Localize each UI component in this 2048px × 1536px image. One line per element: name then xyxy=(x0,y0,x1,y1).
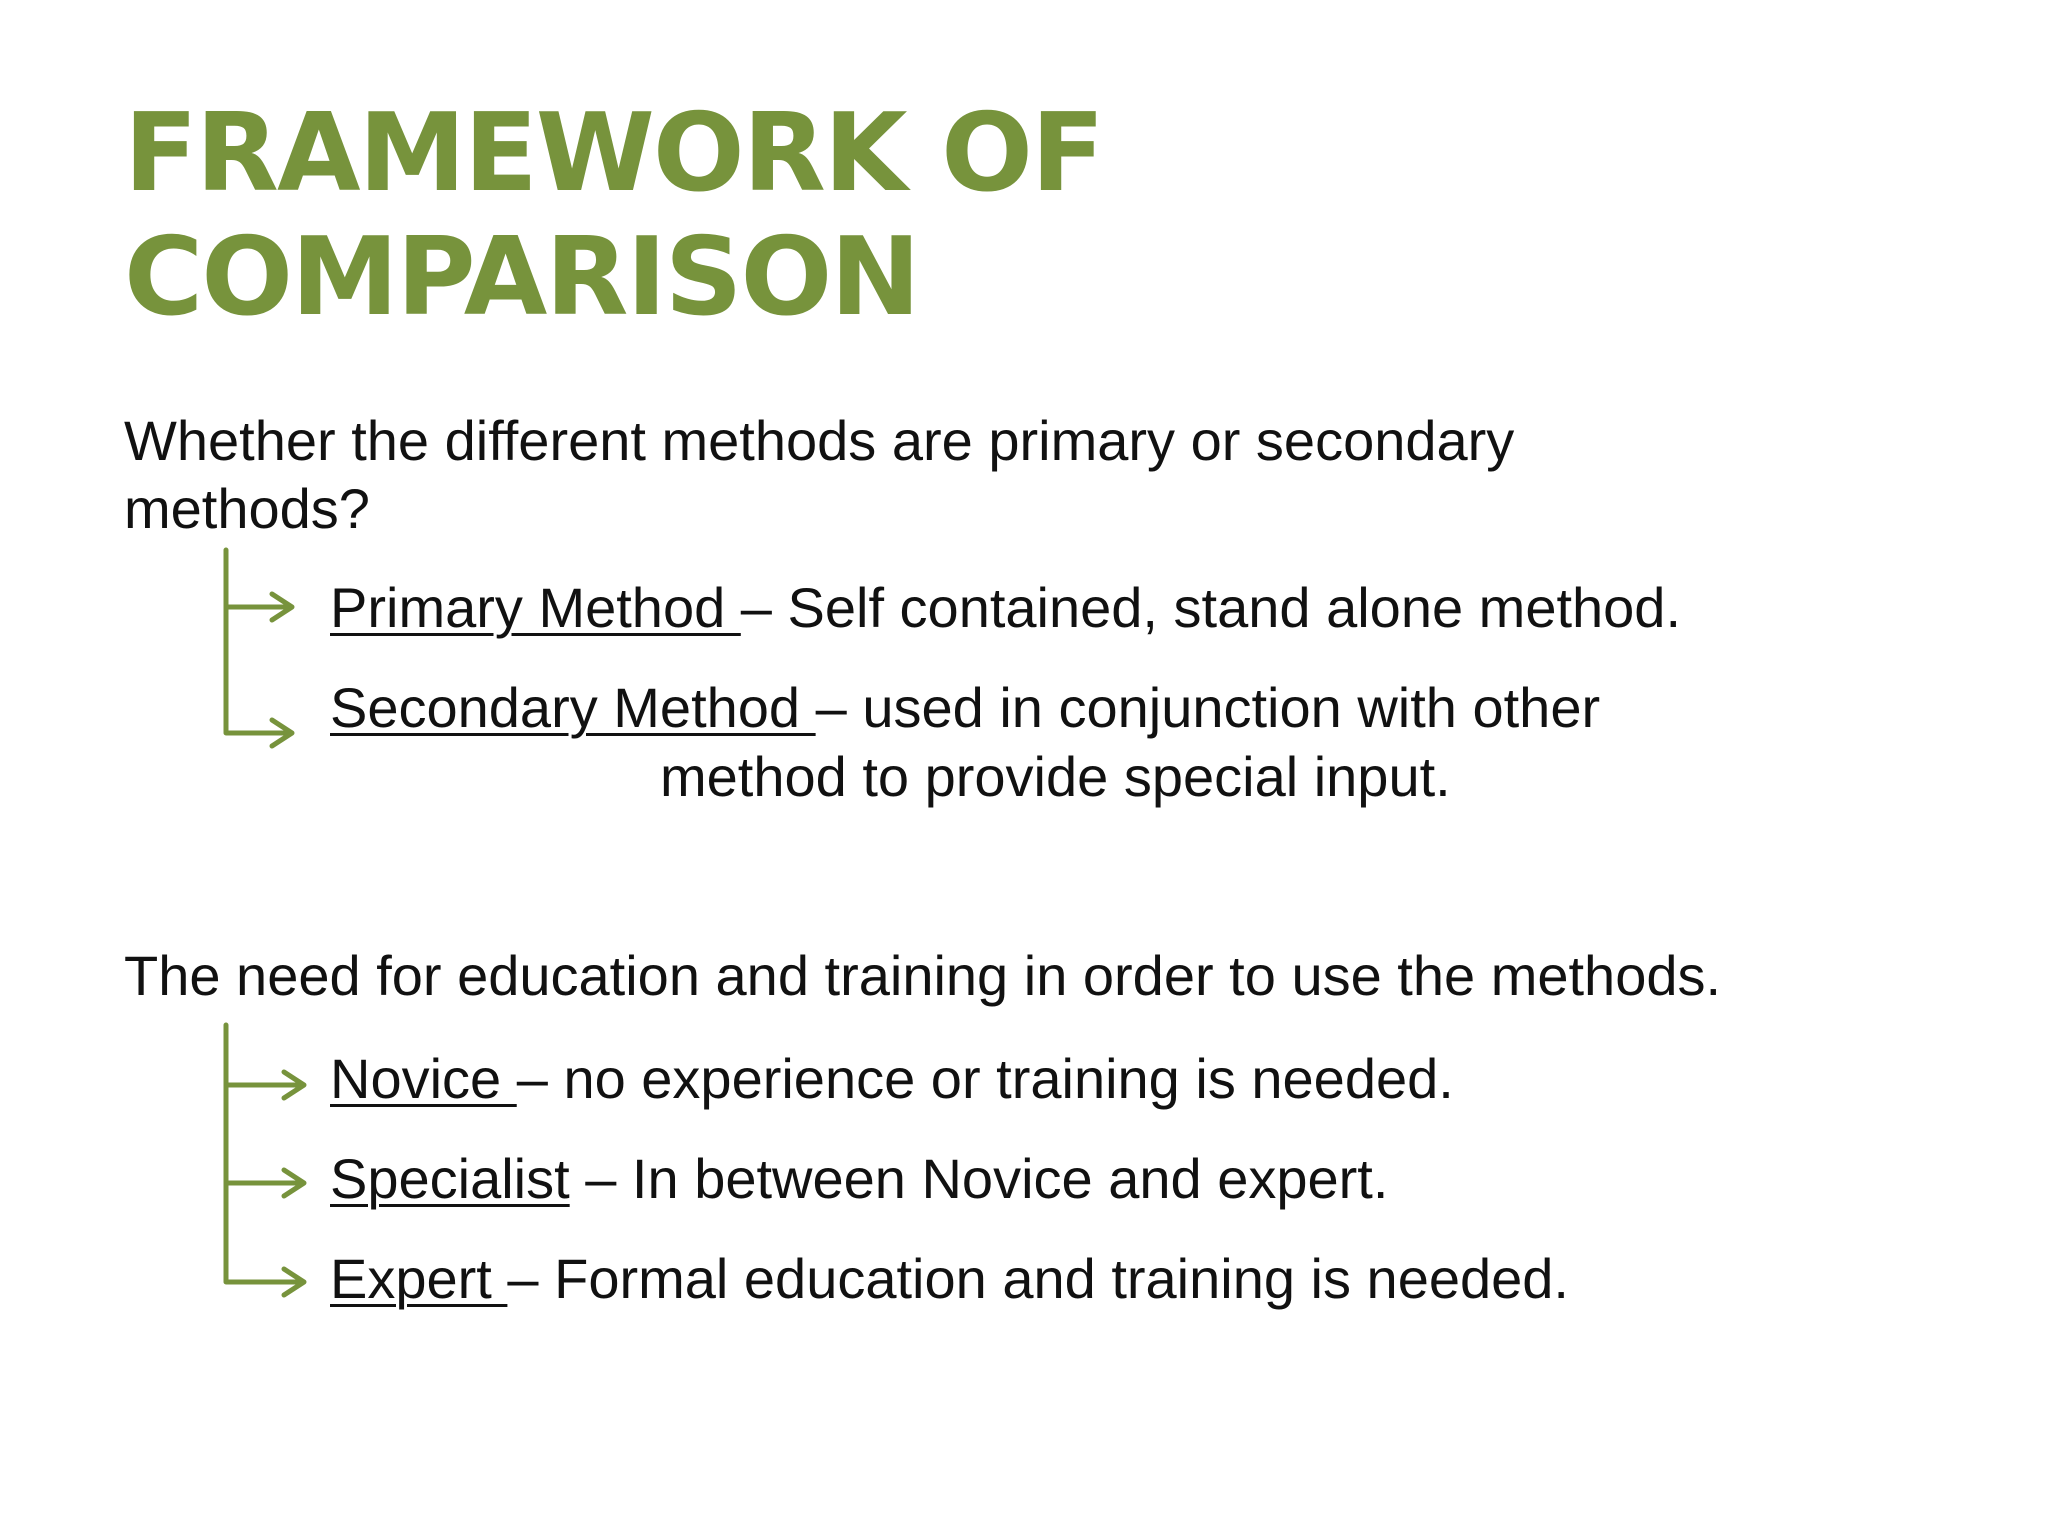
primary-arrow-icon xyxy=(226,594,292,620)
method-type-connector xyxy=(220,546,310,746)
method-type-question-line-1: Whether the different methods are primary or secondary xyxy=(124,409,1515,472)
secondary-method-item xyxy=(330,674,1600,742)
novice-item xyxy=(330,1045,1454,1113)
training-question: The need for education and training in order to use the methods. xyxy=(124,944,1722,1007)
expert-description: – Formal education and training is needed. xyxy=(507,1247,1569,1310)
expert-term: Expert xyxy=(330,1247,508,1310)
method-type-question-line-2: methods? xyxy=(124,477,370,540)
primary-method-description: – Self contained, stand alone method. xyxy=(740,576,1682,639)
slide-title xyxy=(124,92,1324,340)
training-level-connector-line xyxy=(226,1025,302,1282)
secondary-method-term: Secondary Method xyxy=(330,676,816,739)
novice-arrow-icon xyxy=(226,1072,304,1098)
primary-method-term: Primary Method xyxy=(330,576,741,639)
primary-method-item xyxy=(330,574,1681,642)
specialist-arrow-icon xyxy=(226,1170,304,1196)
training-level-connector xyxy=(220,1021,320,1301)
secondary-method-description: – used in conjunction with other xyxy=(815,676,1601,739)
slide-title-line-2: COMPARISON xyxy=(124,215,919,340)
specialist-item xyxy=(330,1145,1388,1213)
novice-term: Novice xyxy=(330,1047,517,1110)
method-type-question xyxy=(124,407,1824,543)
slide-title-line-1: FRAMEWORK OF xyxy=(124,91,1103,216)
specialist-description: – In between Novice and expert. xyxy=(569,1147,1389,1210)
novice-description: – no experience or training is needed. xyxy=(516,1047,1454,1110)
method-type-connector-line xyxy=(226,550,290,733)
expert-item xyxy=(330,1245,1569,1313)
specialist-term: Specialist xyxy=(330,1147,570,1210)
secondary-method-continuation: method to provide special input. xyxy=(660,745,1451,808)
